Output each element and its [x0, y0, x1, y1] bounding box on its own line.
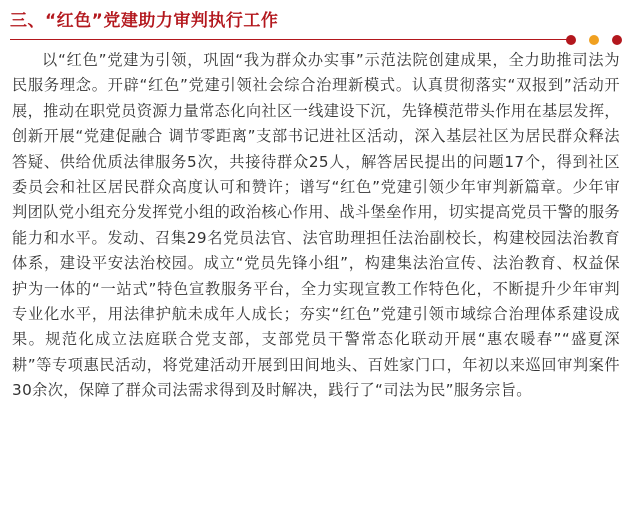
dot-icon: [566, 35, 576, 45]
section-title: 三、“红色”党建助力审判执行工作: [10, 11, 279, 31]
title-underline: [10, 39, 570, 40]
dot-icon: [589, 35, 599, 45]
dot-icon: [612, 35, 622, 45]
decorative-dots: [566, 35, 624, 45]
article-paragraph: 以“红色”党建为引领，巩固“我为群众办实事”示范法院创建成果，全力助推司法为民服务理念。开辟“红色”党建引领社会综合治理新模式。认真贯彻落实“双报到”活动开展，推动在职党员资源力量常态化向社区一线建设下沉，先锋模范带头作用在基层发挥，创新开展“党建促融合 调节零距离”支部书记进社区活动，深入基层社区为居民群众释法答疑、供给优质法律服务5次，共接待群众25人，解答居民提出的问题17个，得到社区委员会和社区居民群众高度认可和赞许；谱写“红色”党建引领少年审判新篇章。少年审判团队党小组充分发挥党小组的政治核心作用、战斗堡垒作用，切实提高党员干警的服务能力和水平。发动、召集29名党员法官、法官助理担任法治副校长，构建校园法治教育体系，建设平安法治校园。成立“党员先锋小组”，构建集法治宣传、法治教育、权益保护为一体的“一站式”特色宣教服务平台，全力实现宣教工作特色化，不断提升少年审判专业化水平，用法律护航未成年人成长；夯实“红色”党建引领市域综合治理体系建设成果。规范化成立法庭联合党支部，支部党员干警常态化联动开展“惠农暖春”“盛夏深耕”等专项惠民活动，将党建活动开展到田间地头、百姓家门口，年初以来巡回审判案件30余次，保障了群众司法需求得到及时解决，践行了“司法为民”服务宗旨。: [12, 51, 620, 400]
section-header: [10, 6, 624, 42]
